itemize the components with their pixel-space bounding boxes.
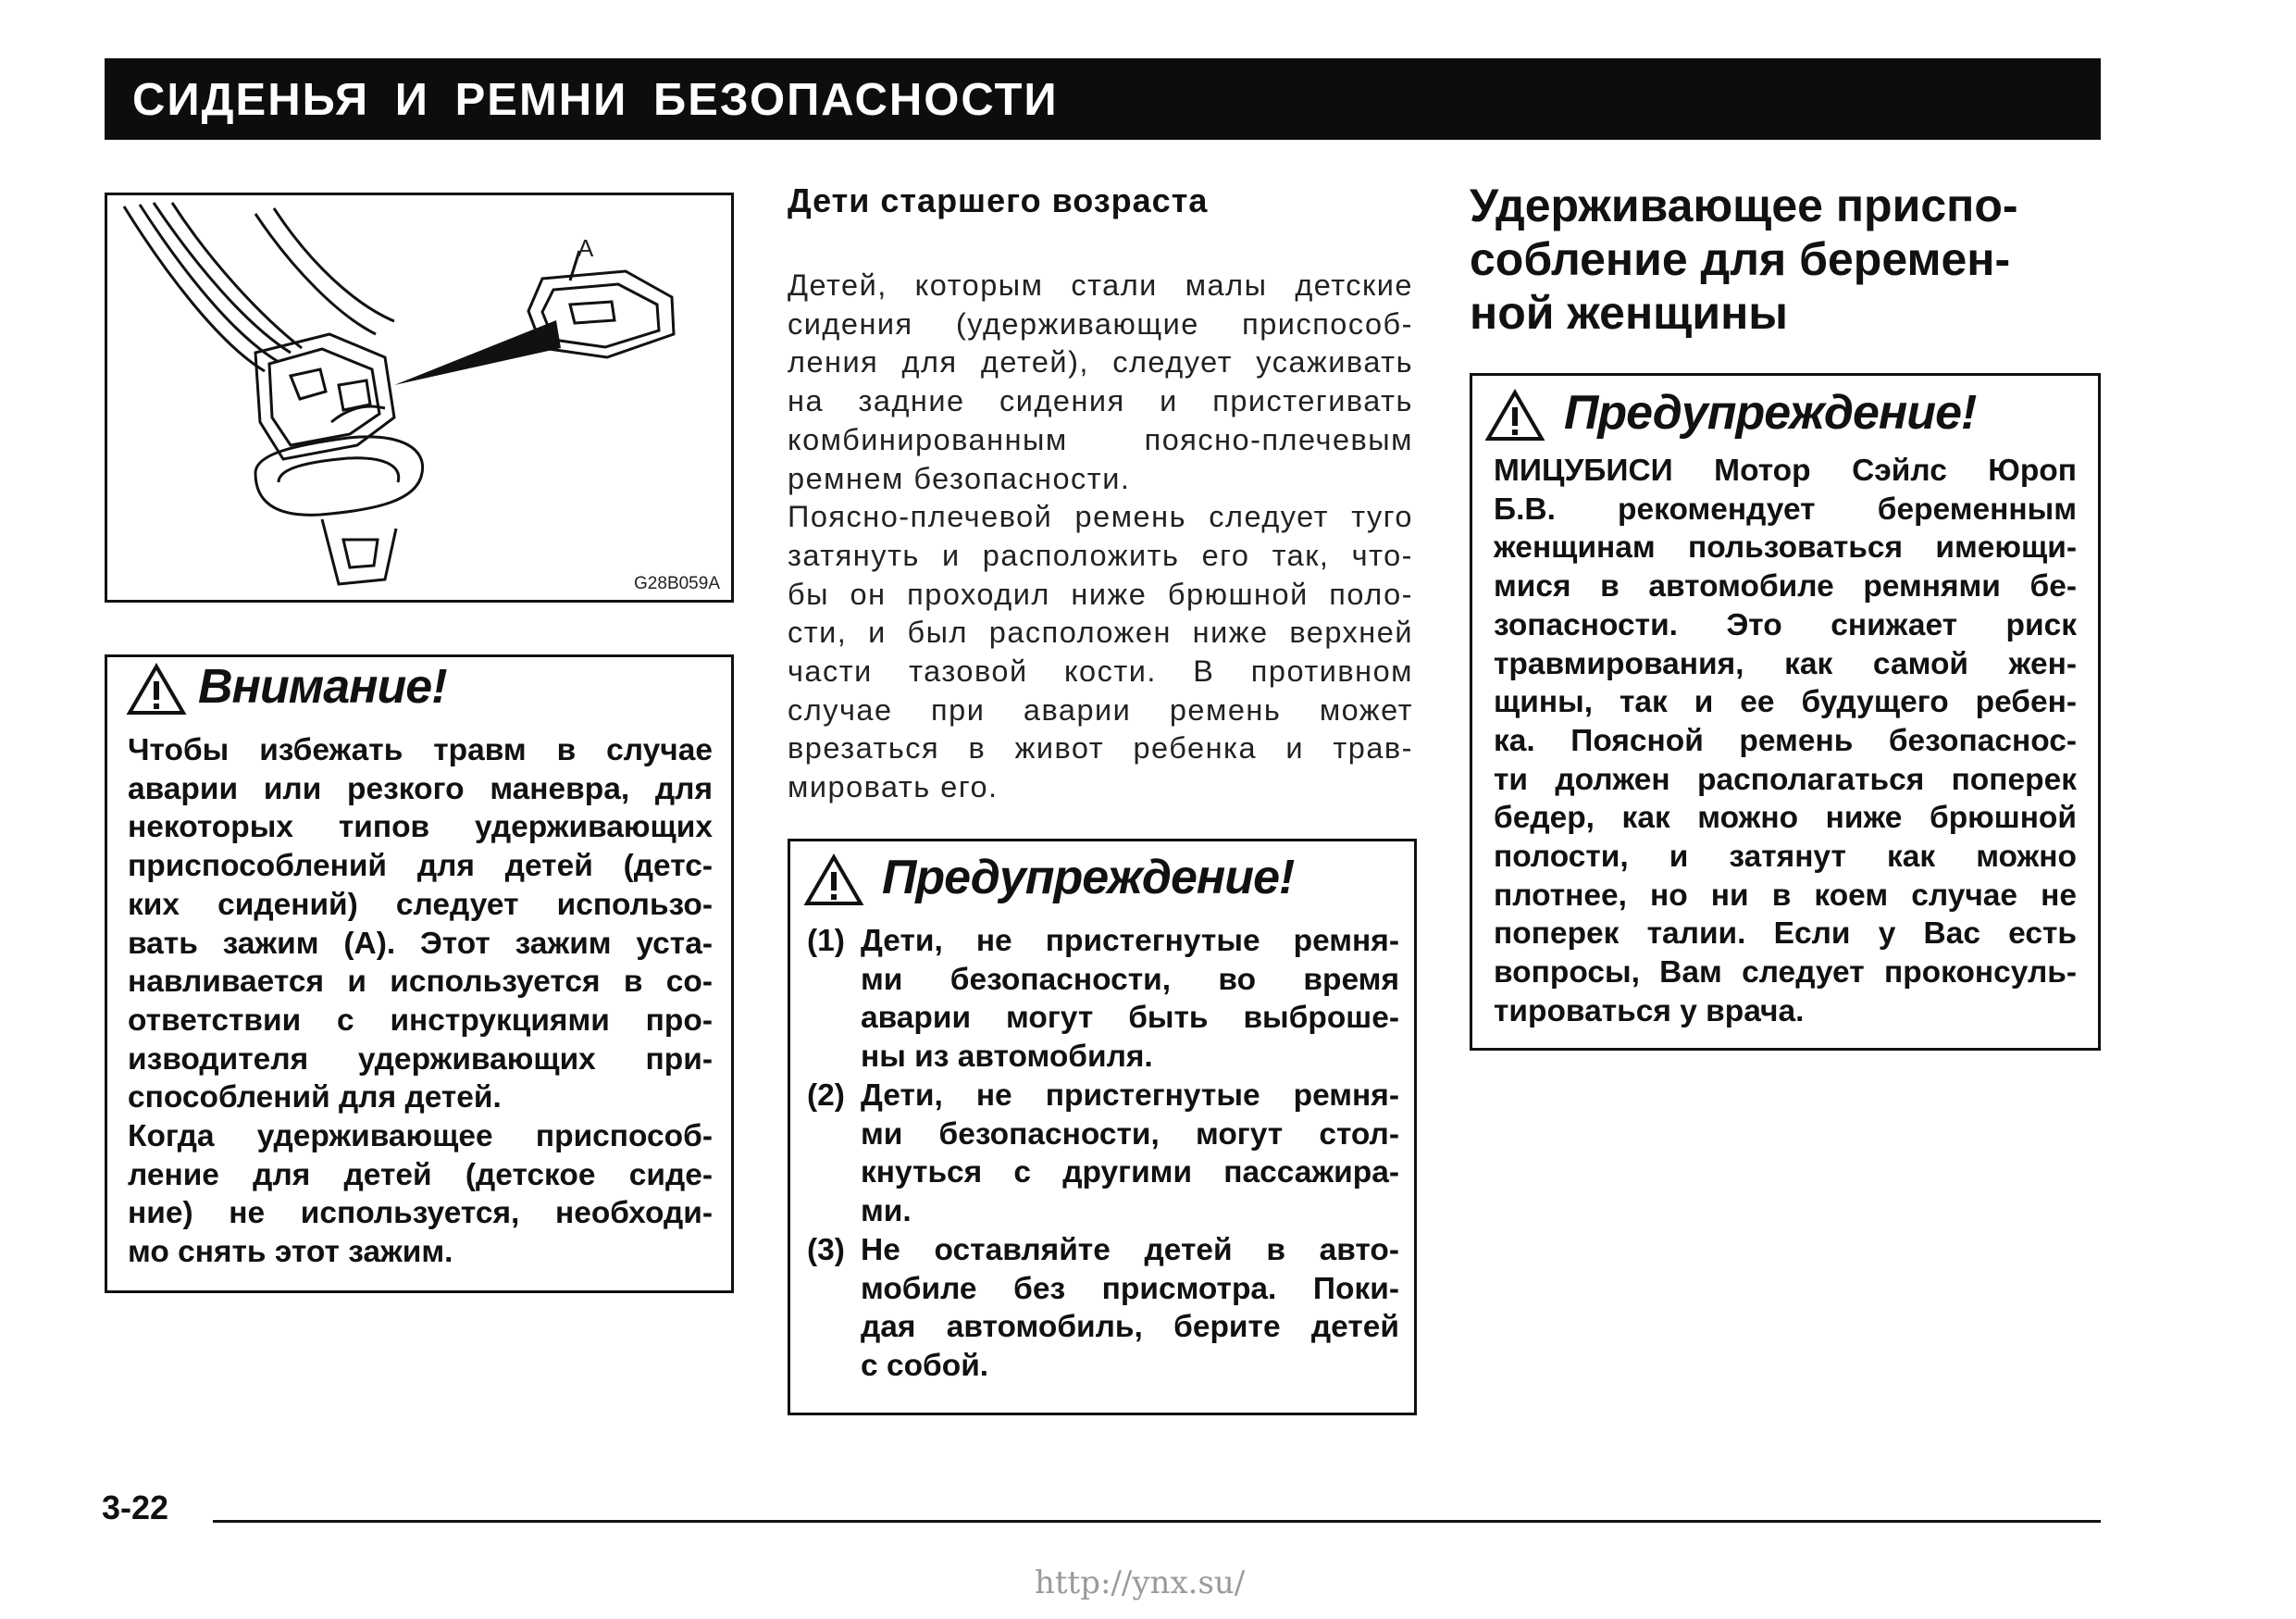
text-line: ответствии с инструкциями про-: [128, 1003, 713, 1038]
text-line: МИЦУБИСИ Мотор Сэйлс Юроп: [1494, 454, 2077, 488]
text-line: сти, и был расположен ниже верхней: [788, 616, 1413, 650]
page-number: 3-22: [102, 1488, 169, 1526]
text-line: дая автомобиль, берите детей: [861, 1310, 1399, 1345]
text-line: бы он проходил ниже брюшной поло-: [788, 577, 1413, 611]
caution-title: Внимание!: [198, 660, 447, 714]
text-line: Поясно-плечевой ремень следует туго: [788, 500, 1413, 534]
list-item-number: (3): [807, 1233, 845, 1267]
text-line: на задние сидения и пристегивать: [788, 384, 1413, 418]
text-line: аварии могут быть выброше-: [861, 1001, 1399, 1036]
pregnant-warning-title: Предупреждение!: [1564, 386, 1977, 440]
text-line: вать зажим (A). Этот зажим уста-: [128, 926, 713, 961]
text-line: ких сидений) следует использо-: [128, 887, 713, 922]
text-line: Дети, не пристегнутые ремня-: [861, 924, 1399, 958]
text-line: Детей, которым стали малы детские: [788, 268, 1413, 302]
text-line: мися в автомобиле ремнями бе-: [1494, 569, 2077, 604]
text-line: ми.: [861, 1194, 912, 1229]
list-item-text: [861, 1077, 1399, 1231]
text-line: Чтобы избежать травм в случае: [128, 733, 713, 767]
text-line: мо снять этот зажим.: [128, 1235, 453, 1270]
warning-triangle-icon: [803, 853, 864, 907]
text-line: ка. Поясной ремень безопаснос-: [1494, 723, 2077, 758]
text-line: женщинам пользоваться имеющи-: [1494, 530, 2077, 566]
text-line: Когда удерживающее приспособ-: [128, 1119, 713, 1154]
text-line: врезаться в живот ребенка и трав-: [788, 731, 1413, 766]
text-line: ми безопасности, во время: [861, 962, 1399, 997]
list-item-text: [861, 1231, 1399, 1386]
text-line: навливается и используется в со-: [128, 965, 713, 1000]
text-line: ми безопасности, могут стол-: [861, 1116, 1399, 1152]
text-line: травмирования, как самой жен-: [1494, 646, 2077, 681]
text-line: части тазовой кости. В противном: [788, 654, 1413, 689]
text-line: затянуть и расположить его так, что-: [788, 538, 1413, 572]
text-line: ны из автомобиля.: [861, 1040, 1153, 1075]
text-line: Не оставляйте детей в авто-: [861, 1233, 1399, 1267]
text-line: ремнем безопасности.: [788, 461, 1131, 495]
text-line: мировать его.: [788, 770, 999, 804]
text-line: Б.В. рекомендует беременным: [1494, 492, 2077, 527]
footer-rule: [213, 1520, 2101, 1523]
pregnant-heading: Удерживающее приспо- собление для беремен- ной женщины: [1470, 180, 2018, 339]
text-line: некоторых типов удерживающих: [128, 810, 713, 845]
text-line: аварии или резкого маневра, для: [128, 771, 713, 806]
list-item-number: (1): [807, 924, 845, 958]
text-line: кнуться с другими пассажира-: [861, 1155, 1399, 1190]
text-line: приспособлений для детей (детс-: [128, 849, 713, 884]
warning-triangle-icon: [126, 663, 187, 716]
section-title: СИДЕНЬЯ И РЕМНИ БЕЗОПАСНОСТИ: [132, 75, 1059, 125]
text-line: сидения (удерживающие приспособ-: [788, 306, 1413, 341]
text-line: комбинированным поясно-плечевым: [788, 422, 1413, 456]
text-line: ления для детей), следует усаживать: [788, 345, 1413, 380]
list-item-text: [861, 922, 1399, 1077]
children-warning-title: Предупреждение!: [882, 851, 1295, 904]
figure-code: G28B059A: [634, 574, 720, 593]
watermark-url: http://ynx.su/: [1035, 1564, 1246, 1601]
list-item-number: (2): [807, 1078, 845, 1113]
text-line: способлений для детей.: [128, 1080, 502, 1115]
seatbelt-clip-illustration: [105, 193, 734, 603]
figure-callout-label: A: [577, 234, 594, 262]
older-children-text: [788, 267, 1413, 807]
text-line: полости, и затянут как можно: [1494, 840, 2077, 875]
text-line: щины, так и ее будущего ребен-: [1494, 685, 2077, 720]
text-line: плотнее, но ни в коем случае не: [1494, 878, 2077, 913]
text-line: вопросы, Вам следует проконсуль-: [1494, 955, 2077, 990]
text-line: тироваться у врача.: [1494, 993, 1805, 1028]
caution-text: [128, 731, 713, 1272]
text-line: поперек талии. Если у Вас есть: [1494, 916, 2077, 952]
warning-triangle-icon: [1484, 389, 1545, 442]
text-line: Дети, не пристегнутые ремня-: [861, 1078, 1399, 1113]
text-line: ние) не используется, необходи-: [128, 1196, 713, 1231]
older-children-heading: Дети старшего возраста: [788, 181, 1209, 219]
seatbelt-clip-drawing: [107, 195, 731, 600]
text-line: мобиле без присмотра. Поки-: [861, 1271, 1399, 1306]
text-line: бедер, как можно ниже брюшной: [1494, 801, 2077, 836]
pregnant-warning-text: [1494, 452, 2077, 1031]
text-line: ти должен располагаться поперек: [1494, 762, 2077, 797]
text-line: ление для детей (детское сиде-: [128, 1157, 713, 1192]
text-line: изводителя удерживающих при-: [128, 1041, 713, 1077]
text-line: зопасности. Это снижает риск: [1494, 607, 2077, 642]
text-line: с собой.: [861, 1349, 989, 1384]
text-line: случае при аварии ремень может: [788, 692, 1413, 727]
